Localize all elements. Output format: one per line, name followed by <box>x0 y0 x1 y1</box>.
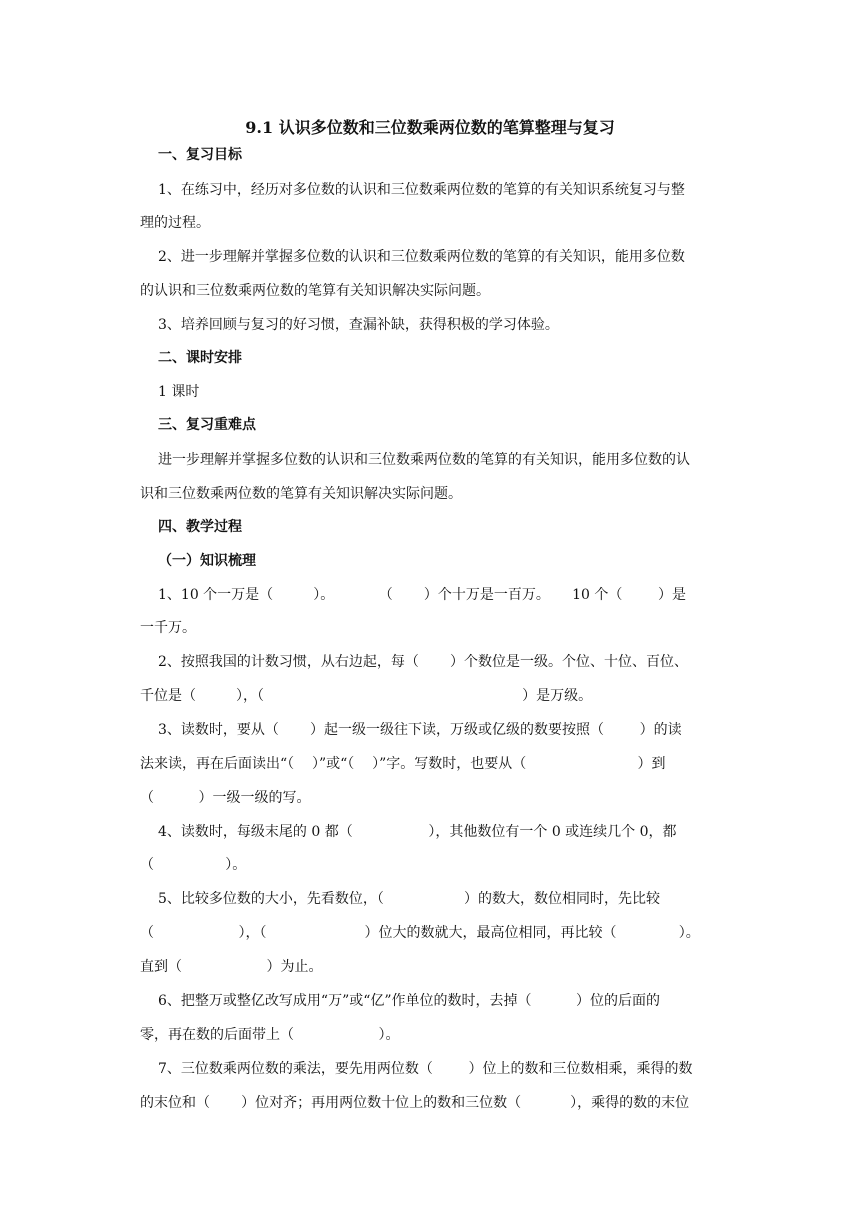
paragraph-line: （ ），（ ）位大的数就大，最高位相同，再比较（ ）。 <box>140 925 700 941</box>
paragraph-line: 的认识和三位数乘两位数的笔算有关知识解决实际问题。 <box>140 283 490 299</box>
section-heading: 三、复习重难点 <box>158 417 256 433</box>
paragraph-line: 零，再在数的后面带上（ ）。 <box>140 1027 400 1043</box>
paragraph-line: 直到（ ）为止。 <box>140 959 323 975</box>
section-heading: 一、复习目标 <box>158 147 242 163</box>
paragraph-line: 的末位和（ ）位对齐；再用两位数十位上的数和三位数（ ），乘得的数的末位 <box>140 1095 690 1111</box>
paragraph-line: 6、把整万或整亿改写成用“万”或“亿”作单位的数时，去掉（ ）位的后面的 <box>158 993 661 1009</box>
paragraph-line: 3、培养回顾与复习的好习惯，查漏补缺，获得积极的学习体验。 <box>158 317 559 333</box>
paragraph-line: 2、按照我国的计数习惯，从右边起，每（ ）个数位是一级。个位、十位、百位、 <box>158 654 689 670</box>
paragraph-line: 法来读，再在后面读出“（ ）”或“（ ）”字。写数时，也要从（ ）到 <box>140 756 666 772</box>
paragraph-line: 1、10 个一万是（ ）。 （ ）个十万是一百万。 10 个（ ）是 <box>158 587 686 603</box>
paragraph-line: 5、比较多位数的大小，先看数位，（ ）的数大，数位相同时，先比较 <box>158 891 661 907</box>
paragraph-line: 进一步理解并掌握多位数的认识和三位数乘两位数的笔算的有关知识，能用多位数的认 <box>158 452 690 468</box>
paragraph-line: 7、三位数乘两位数的乘法，要先用两位数（ ）位上的数和三位数相乘，乘得的数 <box>158 1061 693 1077</box>
paragraph-line: 理的过程。 <box>140 215 210 231</box>
paragraph-line: 2、进一步理解并掌握多位数的认识和三位数乘两位数的笔算的有关知识，能用多位数 <box>158 249 685 265</box>
paragraph-line: 3、读数时，要从（ ）起一级一级往下读，万级或亿级的数要按照（ ）的读 <box>158 722 682 738</box>
section-heading: （一）知识梳理 <box>158 553 256 569</box>
paragraph-line: 1 课时 <box>158 384 200 400</box>
paragraph-line: 1、在练习中，经历对多位数的认识和三位数乘两位数的笔算的有关知识系统复习与整 <box>158 182 685 198</box>
paragraph-line: 千位是（ ），（ ）是万级。 <box>140 688 593 704</box>
paragraph-line: 一千万。 <box>140 620 196 636</box>
paragraph-line: 识和三位数乘两位数的笔算有关知识解决实际问题。 <box>140 486 462 502</box>
section-heading: 二、课时安排 <box>158 350 242 366</box>
paragraph-line: （ ）。 <box>140 857 247 873</box>
section-heading: 四、教学过程 <box>158 519 242 535</box>
document-title: 9.1 认识多位数和三位数乘两位数的笔算整理与复习 <box>245 118 615 137</box>
paragraph-line: 4、读数时，每级末尾的 0 都（ ），其他数位有一个 0 或连续几个 0，都 <box>158 824 677 840</box>
paragraph-line: （ ）一级一级的写。 <box>140 790 311 806</box>
